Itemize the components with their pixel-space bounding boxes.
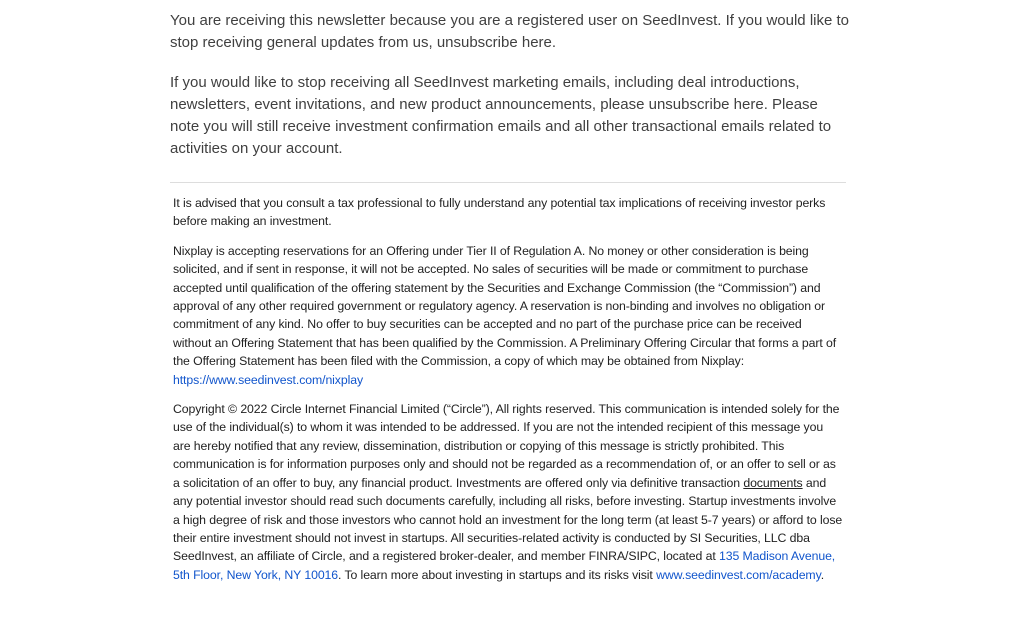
copyright-text-1: Copyright © 2022 Circle Internet Financial Limited (“Circle”), All rights reserved. This communication is intended solely for the use of the individual(s) to whom it was intended to be addressed. If you are not the intended recipient of this message you are hereby notified that any review, dissemination, distribution or copying of this message is strictly prohibited. This communication is for information purposes only and should not be regarded as a recommendation of, or an offer to sell or as a solicitation of an offer to buy, any financial product. Investments are offered only via definitive transaction: [173, 402, 840, 490]
newsletter-notice-paragraph-1: You are receiving this newsletter because you are a registered user on SeedInvest. If you would like to stop receiving general updates from us, unsubscribe here.: [170, 12, 850, 51]
newsletter-notice-paragraph-2: If you would like to stop receiving all SeedInvest marketing emails, including deal introductions, newsletters, event invitations, and new product announcements, please unsubscribe here. Please note you will still receive investment confirmation emails and all other transactional emails related to activities on your account.: [170, 74, 832, 157]
copyright-text-2: and any potential investor should read such documents carefully, including all risks, before investing. Startup investments involve a high degree of risk and those investors who cannot hold an investment for the long term (at least 5-7 years) or afford to lose their entire investment should not invest in startups. All securities-related activity is conducted by SI Securities, LLC dba SeedInvest, an affiliate of Circle, and a registered broker-dealer, and member FINRA/SIPC, located at: [173, 475, 843, 564]
address-link[interactable]: 135 Madison Avenue, 5th Floor, New York, NY 10016: [173, 549, 836, 582]
tax-disclaimer: It is advised that you consult a tax professional to fully understand any potential tax implications of receiving investor perks before making an investment.: [173, 196, 826, 229]
newsletter-notice: [170, 10, 850, 160]
copyright-notice: [173, 400, 843, 584]
legal-disclaimers: [173, 194, 843, 584]
offering-disclaimer: [173, 242, 843, 389]
documents-link[interactable]: documents: [743, 475, 803, 490]
offering-disclaimer-text: Nixplay is accepting reservations for an Offering under Tier II of Regulation A. No money or other consideration is being solicited, and if sent in response, it will not be accepted. No sales of securities will be made or commitment to purchase accepted until qualification of the offering statement by the Securities and Exchange Commission (the “Commission”) and approval of any other required government or regulatory agency. A reservation is non-binding and involves no obligation or commitment of any kind. No offer to buy securities can be accepted and no part of the purchase price can be received without an Offering Statement that has been qualified by the Commission. A Preliminary Offering Circular that forms a part of the Offering Statement has been filed with the Commission, a copy of which may be obtained from Nixplay:: [173, 243, 837, 369]
section-divider: [170, 182, 846, 183]
copyright-text-3: . To learn more about investing in startups and its risks visit: [338, 567, 653, 582]
final-period: .: [820, 567, 825, 582]
academy-link[interactable]: www.seedinvest.com/academy: [656, 567, 821, 582]
nixplay-offering-link[interactable]: https://www.seedinvest.com/nixplay: [173, 372, 364, 387]
